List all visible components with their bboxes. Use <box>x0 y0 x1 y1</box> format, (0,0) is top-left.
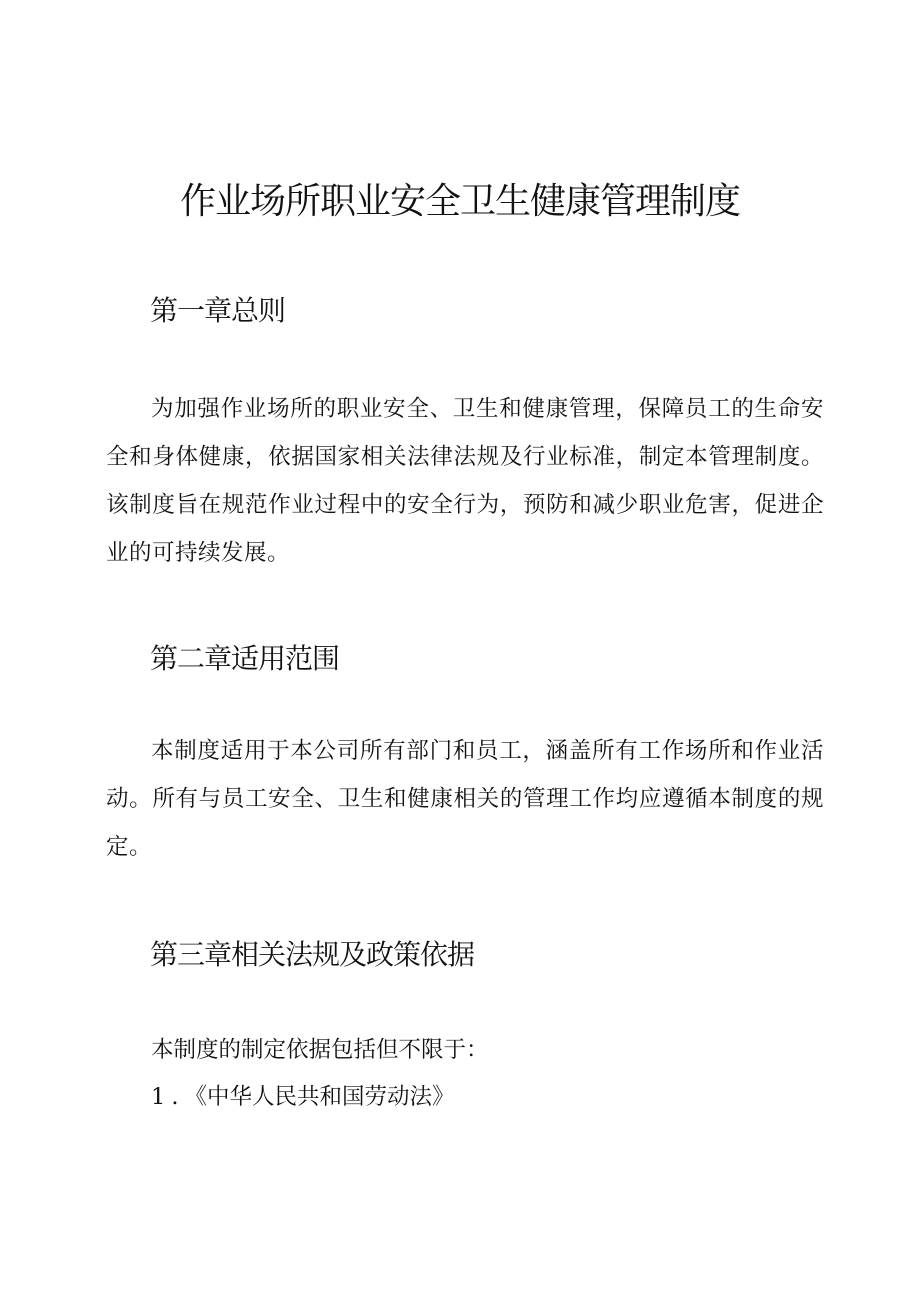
document-title: 作业场所职业安全卫生健康管理制度 <box>179 181 740 222</box>
list-item-number: 1. <box>151 1084 185 1110</box>
chapter-3-intro: 本制度的制定依据包括但不限于： <box>151 1037 489 1063</box>
chapter-1-paragraph: 为加强作业场所的职业安全、卫生和健康管理，保障员工的生命安全和身体健康，依据国家相关法律法规及行业标准，制定本管理制度。该制度旨在规范作业过程中的安全行为，预防和减少职业危害，促进企业的可持续发展。 <box>106 396 824 566</box>
chapter-1-heading: 第一章总则 <box>150 294 286 327</box>
chapter-2-paragraph: 本制度适用于本公司所有部门和员工，涵盖所有工作场所和作业活动。所有与员工安全、卫生和健康相关的管理工作均应遵循本制度的规定。 <box>106 738 824 860</box>
chapter-2-heading: 第二章适用范围 <box>150 642 340 675</box>
list-item <box>151 1077 454 1117</box>
list-item-text: 《中华人民共和国劳动法》 <box>184 1084 455 1110</box>
chapter-3-heading: 第三章相关法规及政策依据 <box>150 938 475 971</box>
